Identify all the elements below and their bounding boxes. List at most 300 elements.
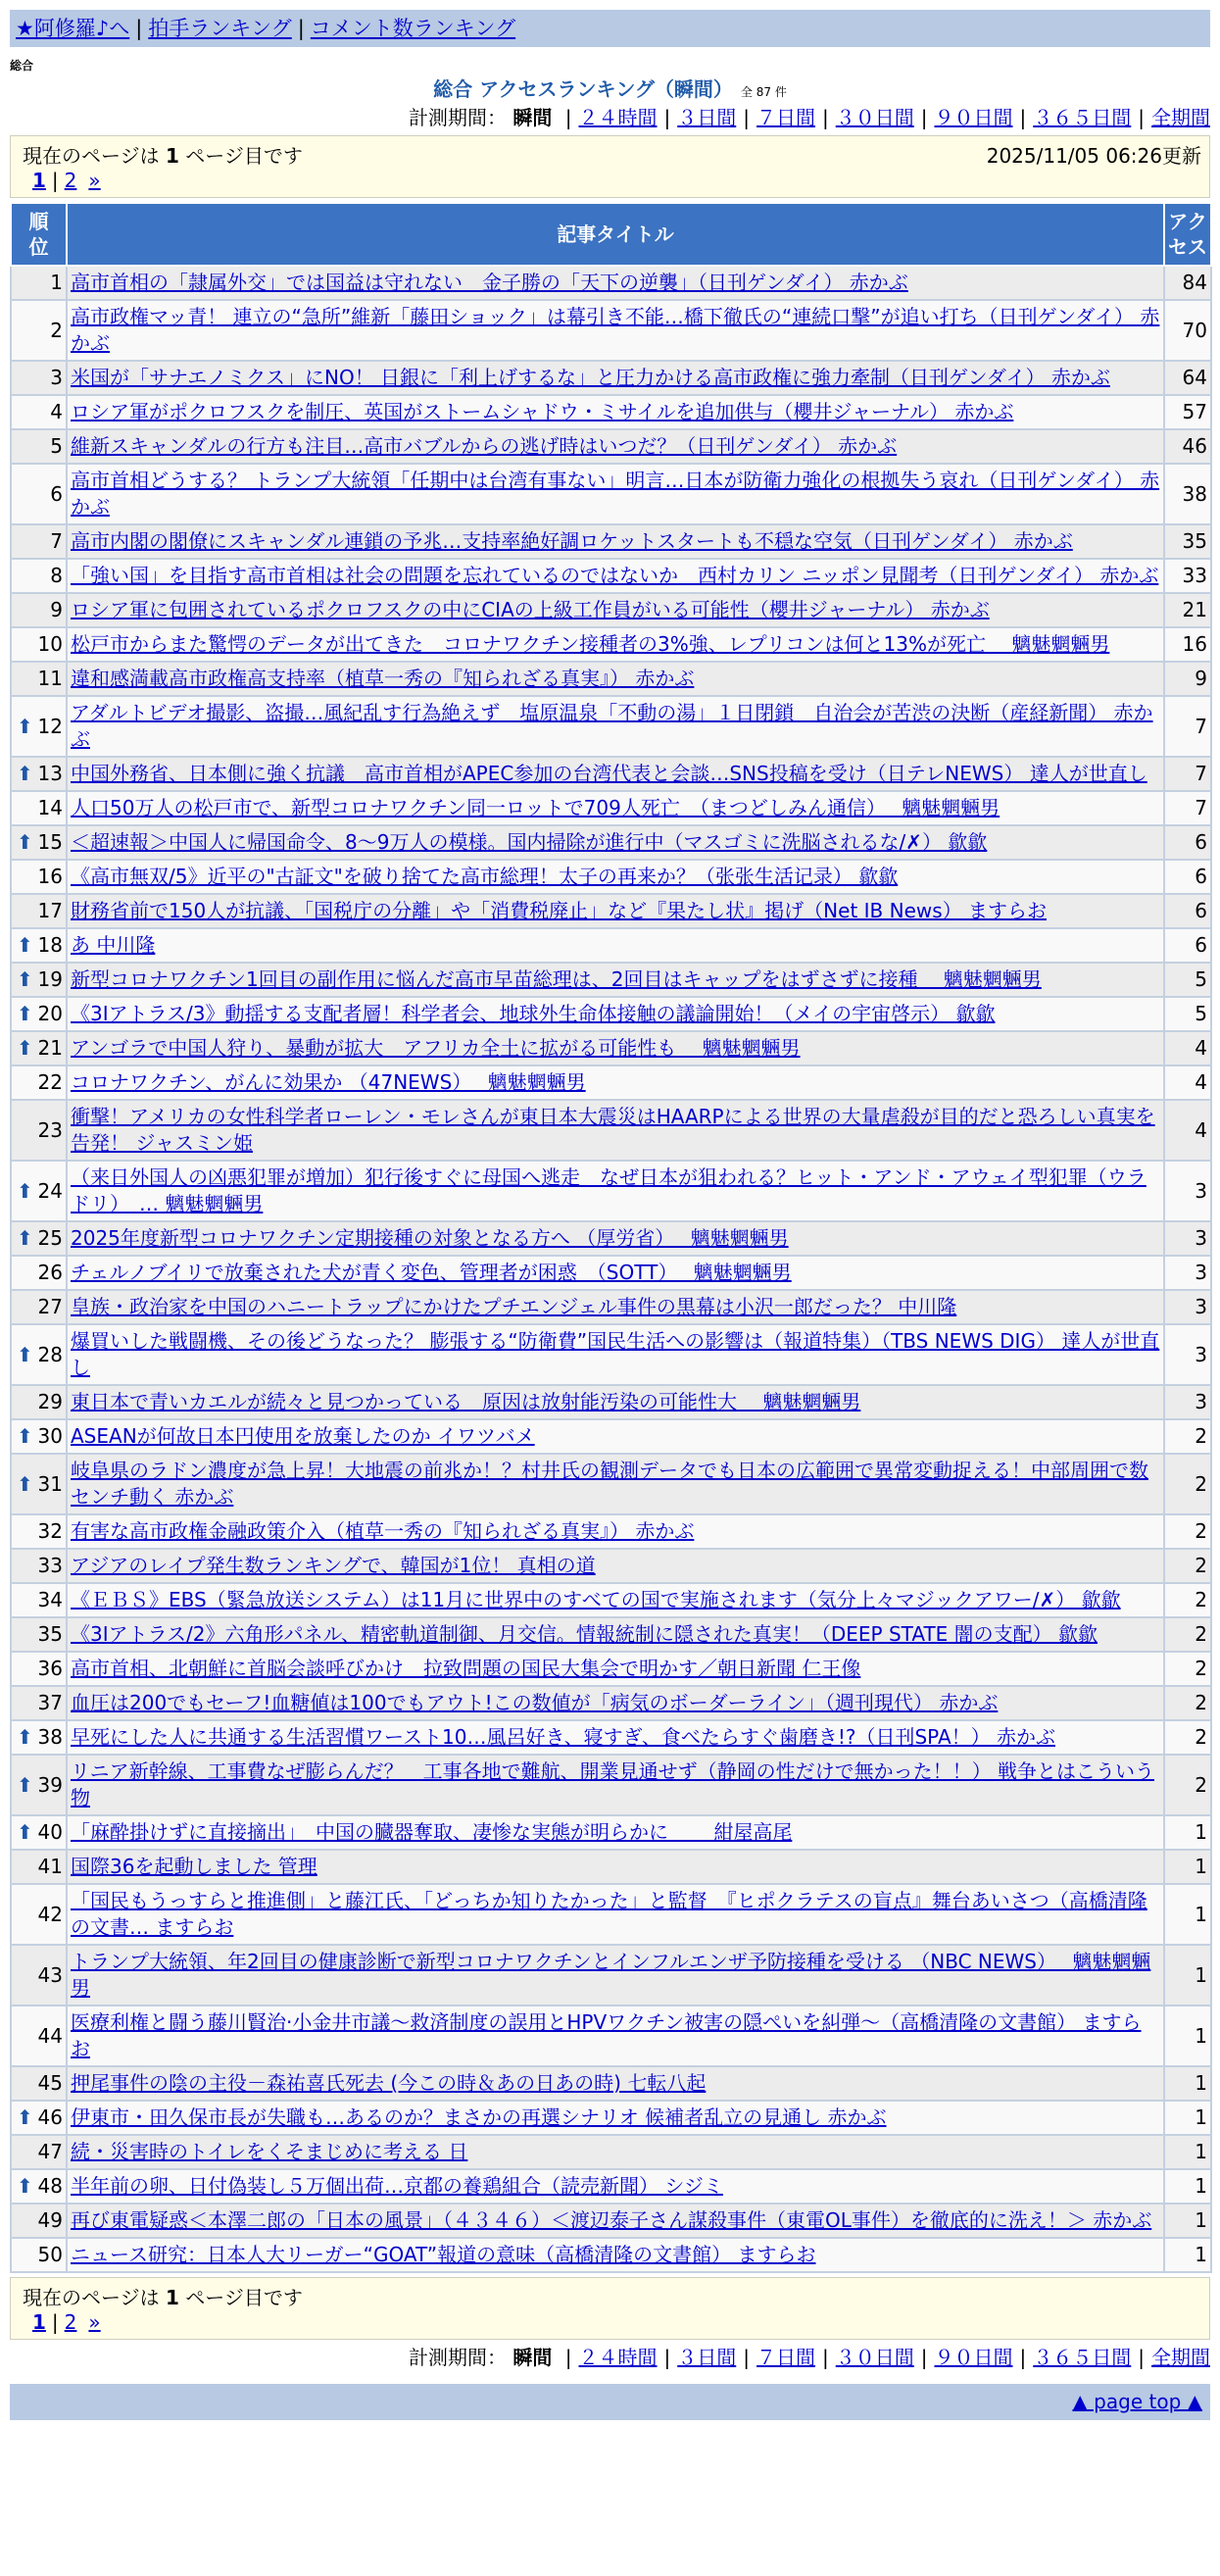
rank-cell: [11, 1884, 67, 1945]
rank-number: 22: [37, 1070, 63, 1094]
rank-cell: [11, 593, 67, 627]
ranking-row: [11, 429, 1211, 464]
rank-cell: [11, 1755, 67, 1815]
rank-number: 20: [37, 1002, 63, 1025]
title-cell: [67, 963, 1164, 997]
access-count: 3: [1164, 1221, 1211, 1256]
article-title-link[interactable]: 高市首相の「隷属外交」では国益は守れない 金子勝の「天下の逆襲」（日刊ゲンダイ） 赤かぶ: [71, 271, 908, 294]
access-count: 2: [1164, 1454, 1211, 1514]
rank-number: 41: [37, 1855, 63, 1878]
rank-up-arrow-icon: ⬆: [17, 1820, 33, 1844]
article-title-link[interactable]: ロシア軍がポクロフスクを制圧、英国がストームシャドウ・ミサイルを追加供与（櫻井ジャーナル） 赤かぶ: [71, 400, 1014, 423]
access-count: 1: [1164, 2135, 1211, 2169]
period-separator: |: [1019, 2346, 1027, 2369]
article-title-link[interactable]: 国際36を起動しました 管理: [71, 1855, 317, 1878]
title-cell: [67, 300, 1164, 361]
title-cell: [67, 1850, 1164, 1884]
article-title-link[interactable]: 「国民もうっすらと推進側」と藤江氏、「どっちか知りたかった」と監督 『ヒポクラテスの盲点』舞台あいさつ（高橋清隆の文書… ますらお: [71, 1889, 1147, 1939]
article-title-link[interactable]: 違和感満載高市政権高支持率（植草一秀の『知られざる真実』） 赤かぶ: [71, 667, 695, 690]
ranking-row: [11, 1884, 1211, 1945]
article-title-link[interactable]: 東日本で青いカエルが続々と見つかっている 原因は放射能汚染の可能性大 魑魅魍魎男: [71, 1390, 861, 1413]
article-title-link[interactable]: 伊東市・田久保市長が失職も…あるのか？まさかの再選シナリオ 候補者乱立の見通し 赤かぶ: [71, 2105, 887, 2129]
period-option-link[interactable]: ７日間: [756, 106, 815, 129]
rank-number: 43: [37, 1962, 63, 1987]
article-title-link[interactable]: 高市首相どうする？ トランプ大統領「任期中は台湾有事ない」明言…日本が防衛力強化の根拠失う哀れ（日刊ゲンダイ） 赤かぶ: [71, 469, 1160, 519]
article-title-link[interactable]: 維新スキャンダルの行方も注目…高市バブルからの逃げ時はいつだ？（日刊ゲンダイ） 赤かぶ: [71, 434, 898, 458]
rank-cell: [11, 2006, 67, 2066]
rank-number: 11: [37, 667, 63, 690]
article-title-link[interactable]: 皇族・政治家を中国のハニートラップにかけたプチエンジェル事件の黒幕は小沢一郎だった？ 中川隆: [71, 1295, 957, 1318]
nav-link-comment-ranking[interactable]: コメント数ランキング: [310, 17, 516, 40]
ranking-row: [11, 696, 1211, 757]
title-cell: [67, 928, 1164, 963]
rank-cell: [11, 696, 67, 757]
period-label: 計測期間：: [409, 2346, 508, 2369]
article-title-link[interactable]: 人口50万人の松戸市で、新型コロナワクチン同一ロットで709人死亡 （まつどしみん通信） 魑魅魍魎男: [71, 796, 1000, 819]
rank-number: 8: [50, 564, 63, 587]
article-title-link[interactable]: アダルトビデオ撮影、盗撮…風紀乱す行為絶えず 塩原温泉「不動の湯」１日閉鎖 自治会が苦渋の決断（産経新聞） 赤かぶ: [71, 701, 1153, 751]
title-cell: [67, 2135, 1164, 2169]
rank-number: 26: [37, 1261, 63, 1284]
rank-number: 29: [37, 1390, 63, 1413]
period-separator: |: [822, 2346, 829, 2369]
rank-number: 33: [37, 1554, 63, 1577]
access-count: 33: [1164, 559, 1211, 593]
access-count: 9: [1164, 662, 1211, 696]
access-count: 1: [1164, 1945, 1211, 2006]
title-cell: [67, 1652, 1164, 1686]
rank-cell: [11, 464, 67, 524]
article-title-link[interactable]: ＜超速報＞中国人に帰国命令、8～9万人の模様。国内掃除が進行中（マスゴミに洗脳されるな/✗） 歙歙: [71, 830, 988, 854]
page-title-text: 総合 アクセスランキング（瞬間）: [433, 77, 733, 101]
article-title-link[interactable]: 《ＥＢＳ》EBS（緊急放送システム）は11月に世界中のすべての国で実施されます（気分上々マジックアワー/✗） 歙歙: [71, 1588, 1121, 1611]
period-separator: |: [1138, 106, 1145, 129]
ranking-row: [11, 1454, 1211, 1514]
rank-up-arrow-icon: ⬆: [17, 1002, 33, 1025]
access-count: 3: [1164, 1385, 1211, 1419]
rank-number: 38: [37, 1725, 63, 1749]
rank-cell: [11, 1290, 67, 1324]
access-count: 4: [1164, 1031, 1211, 1065]
title-cell: [67, 2101, 1164, 2135]
rank-cell: [11, 524, 67, 559]
period-option-link[interactable]: ３６５日間: [1033, 106, 1132, 129]
article-title-link[interactable]: 財務省前で150人が抗議、「国税庁の分離」や「消費税廃止」など『果たし状』掲げ（Net IB News） ますらお: [71, 899, 1048, 922]
title-cell: [67, 1221, 1164, 1256]
rank-cell: [11, 2238, 67, 2272]
article-title-link[interactable]: 高市内閣の閣僚にスキャンダル連鎖の予兆…支持率絶好調ロケットスタートも不穏な空気（日刊ゲンダイ） 赤かぶ: [71, 529, 1073, 553]
period-separator: |: [743, 2346, 750, 2369]
rank-number: 13: [37, 762, 63, 785]
rank-number: 18: [37, 933, 63, 957]
ranking-row: [11, 559, 1211, 593]
rank-number: 35: [37, 1622, 63, 1646]
article-title-link[interactable]: ロシア軍に包囲されているポクロフスクの中にCIAの上級工作員がいる可能性（櫻井ジャーナル） 赤かぶ: [71, 598, 990, 621]
article-title-link[interactable]: トランプ大統領、年2回目の健康診断で新型コロナワクチンとインフルエンザ予防接種を受ける （NBC NEWS） 魑魅魍魎男: [71, 1950, 1151, 2000]
ranking-body: [11, 266, 1211, 2272]
rank-cell: [11, 1686, 67, 1720]
title-cell: [67, 1324, 1164, 1385]
ranking-row: [11, 1161, 1211, 1221]
article-title-link[interactable]: 医療利権と闘う藤川賢治·小金井市議～救済制度の誤用とHPVワクチン被害の隠ぺいを糾弾～（高橋清隆の文書館） ますらお: [71, 2010, 1142, 2060]
rank-cell: [11, 559, 67, 593]
item-count: 全 87 件: [740, 85, 787, 99]
title-cell: [67, 266, 1164, 300]
rank-cell: [11, 662, 67, 696]
access-count: 1: [1164, 1850, 1211, 1884]
article-title-link[interactable]: （来日外国人の凶悪犯罪が増加）犯行後すぐに母国へ逃走 なぜ日本が狙われる？ヒット・アンド・アウェイ型犯罪（ウラドリ） … 魑魅魍魎男: [71, 1165, 1147, 1215]
period-separator: |: [564, 2346, 572, 2369]
ranking-row: [11, 1100, 1211, 1161]
ranking-table: [10, 202, 1212, 2273]
rank-cell: [11, 627, 67, 662]
rank-cell: [11, 1100, 67, 1161]
rank-cell: [11, 757, 67, 791]
rank-number: 14: [37, 796, 63, 819]
access-count: 1: [1164, 2101, 1211, 2135]
ranking-row: [11, 2101, 1211, 2135]
ranking-row: [11, 524, 1211, 559]
rank-number: 44: [37, 2023, 63, 2048]
rank-cell: [11, 1945, 67, 2006]
title-cell: [67, 1945, 1164, 2006]
article-title-link[interactable]: 高市政権マッ青！ 連立の“急所”維新「藤田ショック」は幕引き不能…橋下徹氏の“連続口撃”が追い打ち（日刊ゲンダイ） 赤かぶ: [71, 305, 1160, 355]
rank-up-arrow-icon: ⬆: [17, 1725, 33, 1749]
article-title-link[interactable]: 「麻酔掛けずに直接摘出」 中国の臓器奪取、凄惨な実態が明らかに 紺屋高尾: [71, 1820, 793, 1844]
access-count: 3: [1164, 1324, 1211, 1385]
ranking-row: [11, 1385, 1211, 1419]
access-count: 5: [1164, 963, 1211, 997]
rank-up-arrow-icon: ⬆: [17, 1772, 33, 1797]
rank-number: 17: [37, 899, 63, 922]
period-option-link[interactable]: ３日間: [677, 106, 737, 129]
rank-up-arrow-icon: ⬆: [17, 1424, 33, 1448]
ranking-row: [11, 1065, 1211, 1100]
ranking-row: [11, 300, 1211, 361]
rank-up-arrow-icon: ⬆: [17, 1178, 33, 1203]
article-title-link[interactable]: 血圧は200でもセーフ!血糖値は100でもアウト!この数値が「病気のボーダーライン」（週刊現代） 赤かぶ: [71, 1691, 999, 1714]
article-title-link[interactable]: 松戸市からまた驚愕のデータが出てきた コロナワクチン接種者の3%強、レプリコンは何と13%が死亡 魑魅魍魎男: [71, 632, 1110, 656]
rank-cell: [11, 1617, 67, 1652]
access-count: 3: [1164, 1256, 1211, 1290]
rank-number: 4: [50, 400, 63, 423]
article-title-link[interactable]: 押尾事件の陰の主役－森祐喜氏死去 (今この時＆あの日あの時) 七転八起: [71, 2071, 707, 2095]
article-title-link[interactable]: 「強い国」を目指す高市首相は社会の問題を忘れているのではないか 西村カリン ニッポン見聞考（日刊ゲンダイ） 赤かぶ: [71, 564, 1159, 587]
period-separator: |: [1019, 106, 1027, 129]
access-count: 2: [1164, 1720, 1211, 1755]
period-option-link[interactable]: ３６５日間: [1033, 2346, 1132, 2369]
rank-cell: [11, 1652, 67, 1686]
page-info-text: 現在のページは 1 ページ目です: [23, 2286, 303, 2309]
ranking-row: [11, 860, 1211, 894]
rank-number: 10: [37, 632, 63, 656]
rank-up-arrow-icon: ⬆: [17, 2174, 33, 2198]
ranking-row: [11, 2169, 1211, 2204]
article-title-link[interactable]: アンゴラで中国人狩り、暴動が拡大 アフリカ全土に拡がる可能性も 魑魅魍魎男: [71, 1036, 801, 1060]
access-count: 2: [1164, 1617, 1211, 1652]
ranking-header-row: [11, 203, 1211, 266]
rank-number: 28: [37, 1342, 63, 1366]
article-title-link[interactable]: ニュース研究：日本人大リーガー“GOAT”報道の意味（高橋清隆の文書館） ますらお: [71, 2243, 816, 2266]
title-cell: [67, 1100, 1164, 1161]
page-top-link[interactable]: ▲ page top ▲: [1072, 2390, 1202, 2413]
ranking-row: [11, 361, 1211, 395]
ranking-row: [11, 1617, 1211, 1652]
article-title-link[interactable]: 続・災害時のトイレをくそまじめに考える 日: [71, 2140, 468, 2163]
rank-cell: [11, 2204, 67, 2238]
rank-number: 27: [37, 1295, 63, 1318]
period-option-link[interactable]: ３０日間: [835, 2346, 914, 2369]
footer-bar: [10, 2384, 1210, 2420]
page-info-text: 現在のページは 1 ページ目です: [23, 144, 303, 168]
rank-number: 23: [37, 1117, 63, 1142]
rank-up-arrow-icon: ⬆: [17, 933, 33, 957]
ranking-row: [11, 1324, 1211, 1385]
rank-number: 49: [37, 2208, 63, 2232]
title-cell: [67, 1454, 1164, 1514]
ranking-row: [11, 2204, 1211, 2238]
article-title-link[interactable]: アジアのレイプ発生数ランキングで、韓国が1位！ 真相の道: [71, 1554, 596, 1577]
rank-number: 30: [37, 1424, 63, 1448]
access-count: 2: [1164, 1514, 1211, 1549]
rank-cell: [11, 395, 67, 429]
ranking-row: [11, 2135, 1211, 2169]
rank-number: 40: [37, 1820, 63, 1844]
nav-link-asyura[interactable]: ★阿修羅♪へ: [16, 17, 130, 40]
rank-cell: [11, 791, 67, 825]
title-cell: [67, 627, 1164, 662]
ranking-row: [11, 963, 1211, 997]
access-count: 1: [1164, 2066, 1211, 2101]
nav-separator: |: [297, 17, 305, 40]
title-cell: [67, 1290, 1164, 1324]
rank-cell: [11, 1324, 67, 1385]
rank-number: 31: [37, 1471, 63, 1496]
ranking-row: [11, 266, 1211, 300]
access-count: 1: [1164, 1815, 1211, 1850]
article-title-link[interactable]: 高市首相、北朝鮮に首脳会談呼びかけ 拉致問題の国民大集会で明かす／朝日新聞 仁王像: [71, 1657, 861, 1680]
article-title-link[interactable]: コロナワクチン、がんに効果か （47NEWS） 魑魅魍魎男: [71, 1070, 586, 1094]
pager-page-current[interactable]: 1: [32, 169, 46, 192]
access-count: 3: [1164, 1161, 1211, 1221]
rank-number: 2: [50, 318, 63, 342]
ranking-row: [11, 627, 1211, 662]
title-cell: [67, 464, 1164, 524]
period-option-link[interactable]: 全期間: [1151, 2346, 1210, 2369]
pager-page-2[interactable]: 2: [64, 2310, 77, 2334]
rank-number: 24: [37, 1178, 63, 1203]
period-option-link[interactable]: ３日間: [677, 2346, 737, 2369]
title-cell: [67, 2204, 1164, 2238]
pager-page-2[interactable]: 2: [64, 169, 77, 192]
rank-up-arrow-icon: ⬆: [17, 967, 33, 991]
title-cell: [67, 1755, 1164, 1815]
access-count: 2: [1164, 1652, 1211, 1686]
title-cell: [67, 1514, 1164, 1549]
access-count: 7: [1164, 696, 1211, 757]
rank-cell: [11, 963, 67, 997]
access-count: 4: [1164, 1100, 1211, 1161]
access-count: 35: [1164, 524, 1211, 559]
period-separator: |: [920, 2346, 928, 2369]
rank-cell: [11, 429, 67, 464]
rank-number: 12: [37, 714, 63, 738]
rank-number: 47: [37, 2140, 63, 2163]
rank-cell: [11, 1720, 67, 1755]
title-cell: [67, 1256, 1164, 1290]
nav-link-clap-ranking[interactable]: 拍手ランキング: [148, 17, 292, 40]
access-count: 64: [1164, 361, 1211, 395]
rank-cell: [11, 1583, 67, 1617]
rank-cell: [11, 266, 67, 300]
article-title-link[interactable]: 《3Iアトラス/3》動揺する支配者層！科学者会、地球外生命体接触の議論開始！（メイの宇宙啓示） 歙歙: [71, 1002, 996, 1025]
ranking-row: [11, 1514, 1211, 1549]
access-count: 57: [1164, 395, 1211, 429]
title-cell: [67, 1583, 1164, 1617]
period-label: 計測期間：: [409, 106, 508, 129]
header-title: 記事タイトル: [67, 203, 1164, 266]
period-option-link[interactable]: ９０日間: [934, 2346, 1013, 2369]
rank-cell: [11, 1256, 67, 1290]
rank-cell: [11, 928, 67, 963]
header-access: アクセス: [1164, 203, 1211, 266]
rank-cell: [11, 1549, 67, 1583]
title-cell: [67, 757, 1164, 791]
article-title-link[interactable]: 新型コロナワクチン1回目の副作用に悩んだ高市早苗総理は、2回目はキャップをはずさずに接種 魑魅魍魎男: [71, 967, 1042, 991]
rank-number: 19: [37, 967, 63, 991]
period-selector-bottom: [409, 2345, 1210, 2370]
period-option-link[interactable]: ２４時間: [578, 106, 658, 129]
access-count: 7: [1164, 757, 1211, 791]
rank-cell: [11, 860, 67, 894]
ranking-row: [11, 1031, 1211, 1065]
period-option-link[interactable]: ２４時間: [578, 2346, 658, 2369]
page-info-panel-top: [10, 135, 1210, 198]
article-title-link[interactable]: 半年前の卵、日付偽装し５万個出荷…京都の養鶏組合（読売新聞） シジミ: [71, 2174, 723, 2198]
access-count: 1: [1164, 2204, 1211, 2238]
rank-cell: [11, 1514, 67, 1549]
article-title-link[interactable]: リニア新幹線、工事費なぜ膨らんだ？ 工事各地で難航、開業見通せず（静岡の性だけで無かった！！） 戦争とはこういう物: [71, 1759, 1154, 1809]
title-cell: [67, 1549, 1164, 1583]
period-current: 瞬間: [512, 2346, 553, 2369]
pager-next[interactable]: »: [88, 2310, 101, 2334]
access-count: 2: [1164, 1755, 1211, 1815]
article-title-link[interactable]: ASEANが何故日本円使用を放棄したのか イワツバメ: [71, 1424, 535, 1448]
ranking-row: [11, 1419, 1211, 1454]
rank-number: 1: [50, 271, 63, 294]
rank-number: 9: [50, 598, 63, 621]
access-count: 6: [1164, 825, 1211, 860]
article-title-link[interactable]: 米国が「サナエノミクス」にNO！ 日銀に「利上げするな」と圧力かける高市政権に強力牽制（日刊ゲンダイ） 赤かぶ: [71, 366, 1110, 389]
access-count: 1: [1164, 1884, 1211, 1945]
article-title-link[interactable]: 衝撃！アメリカの女性科学者ローレン・モレさんが東日本大震災はHAARPによる世界の大量虐殺が目的だと恐ろしい真実を告発！ ジャスミン姫: [71, 1105, 1155, 1155]
rank-up-arrow-icon: ⬆: [17, 1036, 33, 1060]
article-title-link[interactable]: 爆買いした戦闘機、その後どうなった？ 膨張する“防衛費”国民生活への影響は（報道特集）（TBS NEWS DIG） 達人が世直し: [71, 1329, 1160, 1379]
period-separator: |: [743, 106, 750, 129]
pager-page-current[interactable]: 1: [32, 2310, 46, 2334]
period-separator: |: [1138, 2346, 1145, 2369]
article-title-link[interactable]: 有害な高市政権金融政策介入（植草一秀の『知られざる真実』） 赤かぶ: [71, 1519, 695, 1543]
period-option-link[interactable]: ９０日間: [934, 106, 1013, 129]
title-cell: [67, 524, 1164, 559]
title-cell: [67, 1720, 1164, 1755]
period-option-link[interactable]: ７日間: [756, 2346, 815, 2369]
access-count: 1: [1164, 2006, 1211, 2066]
article-title-link[interactable]: 早死にした人に共通する生活習慣ワースト10…風呂好き、寝すぎ、食べたらすぐ歯磨き!?（日刊SPA！） 赤かぶ: [71, 1725, 1055, 1749]
access-count: 7: [1164, 791, 1211, 825]
access-count: 6: [1164, 894, 1211, 928]
access-count: 2: [1164, 1419, 1211, 1454]
pager-top: 1 | 2 »: [32, 169, 101, 192]
period-option-link[interactable]: 全期間: [1151, 106, 1210, 129]
page-info-panel-bottom: [10, 2277, 1210, 2340]
access-count: 38: [1164, 464, 1211, 524]
rank-cell: [11, 1815, 67, 1850]
article-title-link[interactable]: あ 中川隆: [71, 933, 156, 957]
article-title-link[interactable]: 中国外務省、日本側に強く抗議 高市首相がAPEC参加の台湾代表と会談…SNS投稿を受け（日テレNEWS） 達人が世直し: [71, 762, 1147, 785]
access-count: 2: [1164, 1549, 1211, 1583]
period-separator: |: [663, 2346, 671, 2369]
rank-number: 32: [37, 1519, 63, 1543]
article-title-link[interactable]: 2025年度新型コロナワクチン定期接種の対象となる方へ （厚労省） 魑魅魍魎男: [71, 1226, 789, 1250]
article-title-link[interactable]: 再び東電疑惑＜本澤二郎の「日本の風景」（４３４６）＜渡辺泰子さん謀殺事件（東電OL事件）を徹底的に洗え！＞ 赤かぶ: [71, 2208, 1152, 2232]
ranking-row: [11, 593, 1211, 627]
article-title-link[interactable]: 岐阜県のラドン濃度が急上昇！大地震の前兆か！？村井氏の観測データでも日本の広範囲で異常変動捉える！中部周囲で数センチ動く 赤かぶ: [71, 1459, 1148, 1509]
access-count: 1: [1164, 2238, 1211, 2272]
rank-cell: [11, 300, 67, 361]
rank-up-arrow-icon: ⬆: [17, 2105, 33, 2129]
ranking-row: [11, 1652, 1211, 1686]
pager-next[interactable]: »: [88, 169, 101, 192]
rank-cell: [11, 825, 67, 860]
rank-cell: [11, 894, 67, 928]
rank-cell: [11, 1454, 67, 1514]
ranking-row: [11, 395, 1211, 429]
access-count: 16: [1164, 627, 1211, 662]
access-count: 70: [1164, 300, 1211, 361]
ranking-row: [11, 791, 1211, 825]
access-count: 21: [1164, 593, 1211, 627]
period-option-link[interactable]: ３０日間: [835, 106, 914, 129]
title-cell: [67, 1419, 1164, 1454]
page-title: [0, 74, 1220, 102]
access-count: 2: [1164, 1686, 1211, 1720]
title-cell: [67, 1031, 1164, 1065]
ranking-row: [11, 757, 1211, 791]
rank-number: 6: [50, 481, 63, 506]
ranking-row: [11, 1221, 1211, 1256]
article-title-link[interactable]: 《3Iアトラス/2》六角形パネル、精密軌道制御、月交信。情報統制に隠された真実！（DEEP STATE 闇の支配） 歙歙: [71, 1622, 1098, 1646]
rank-cell: [11, 2135, 67, 2169]
rank-up-arrow-icon: ⬆: [17, 1226, 33, 1250]
rank-number: 39: [37, 1772, 63, 1797]
top-nav-bar: [10, 10, 1210, 47]
rank-cell: [11, 2101, 67, 2135]
article-title-link[interactable]: 《高市無双/5》近平の"古証文"を破り捨てた高市総理！太子の再来か？（张张生活记录） 歙歙: [71, 865, 899, 888]
rank-cell: [11, 1850, 67, 1884]
ranking-row: [11, 2066, 1211, 2101]
title-cell: [67, 860, 1164, 894]
title-cell: [67, 1884, 1164, 1945]
title-cell: [67, 1815, 1164, 1850]
period-options: [559, 2346, 1210, 2369]
category-label: 総合: [10, 59, 34, 73]
rank-number: 36: [37, 1657, 63, 1680]
rank-cell: [11, 1221, 67, 1256]
ranking-row: [11, 662, 1211, 696]
article-title-link[interactable]: チェルノブイリで放棄された犬が青く変色、管理者が困惑 （SOTT） 魑魅魍魎男: [71, 1261, 792, 1284]
title-cell: [67, 696, 1164, 757]
